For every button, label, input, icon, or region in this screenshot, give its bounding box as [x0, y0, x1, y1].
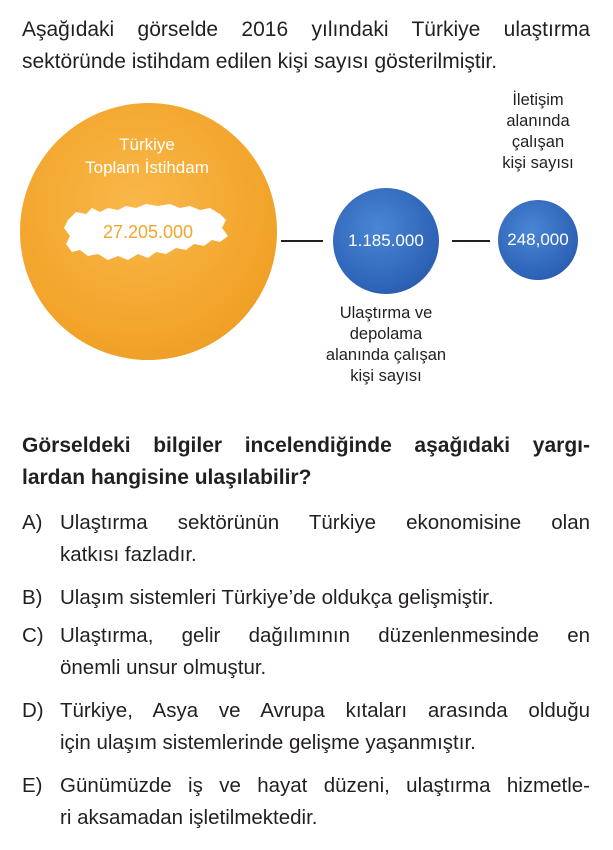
option-letter: E) [22, 774, 43, 797]
transport-caption [306, 303, 466, 387]
transport-caption-line-1: Ulaştırma ve [339, 304, 433, 322]
comm-caption-line-1: İletişim [512, 91, 564, 109]
question-line-1: Görseldeki bilgiler incelendiğinde aşağıdaki yargı- [22, 434, 590, 457]
transport-caption-line-3: alanında çalışan [325, 346, 447, 364]
total-label-line-1: Türkiye [119, 135, 175, 154]
option-line: Türkiye, Asya ve Avrupa kıtaları arasında olduğu [60, 699, 590, 722]
question-line-2: lardan hangisine ulaşılabilir? [22, 466, 312, 489]
communication-value: 248,000 [507, 230, 569, 249]
comm-caption-line-2: alanında [506, 112, 570, 130]
communication-caption [478, 90, 598, 174]
option-line: Ulaştırma sektörünün Türkiye ekonomisine olan [60, 511, 590, 534]
total-employment-label [52, 133, 242, 179]
connector-line-1 [281, 240, 323, 242]
transport-caption-line-2: depolama [349, 325, 423, 343]
option-letter: A) [22, 511, 43, 534]
transport-caption-line-4: kişi sayısı [350, 367, 422, 385]
option-line: Ulaşım sistemleri Türkiye’de oldukça gelişmiştir. [60, 586, 494, 609]
intro-line-2: sektöründe istihdam edilen kişi sayısı gösterilmiştir. [22, 50, 498, 73]
option-line: için ulaşım sistemlerinde gelişme yaşanmıştır. [60, 731, 476, 754]
intro-text [22, 14, 590, 78]
option-line: ri aksamadan işletilmektedir. [60, 806, 318, 829]
intro-line-1: Aşağıdaki görselde 2016 yılındaki Türkiye ulaştırma [22, 18, 590, 41]
option-letter: B) [22, 586, 43, 609]
comm-caption-line-4: kişi sayısı [502, 154, 574, 172]
option-text [60, 620, 590, 684]
option-text [60, 582, 590, 614]
option-letter: C) [22, 624, 44, 647]
option-line: önemli unsur olmuştur. [60, 656, 267, 679]
option-text [60, 507, 590, 571]
question-stem [22, 430, 590, 494]
option-text [60, 695, 590, 759]
option-line: Ulaştırma, gelir dağılımının düzenlenmesinde en [60, 624, 590, 647]
comm-caption-line-3: çalışan [511, 133, 565, 151]
total-label-line-2: Toplam İstihdam [85, 158, 209, 177]
transport-value: 1.185.000 [348, 231, 424, 250]
connector-line-2 [452, 240, 490, 242]
option-letter: D) [22, 699, 44, 722]
option-text [60, 770, 590, 834]
option-line: Günümüzde iş ve hayat düzeni, ulaştırma hizmetle- [60, 774, 590, 797]
total-employment-value: 27.205.000 [102, 222, 194, 242]
option-line: katkısı fazladır. [60, 543, 197, 566]
